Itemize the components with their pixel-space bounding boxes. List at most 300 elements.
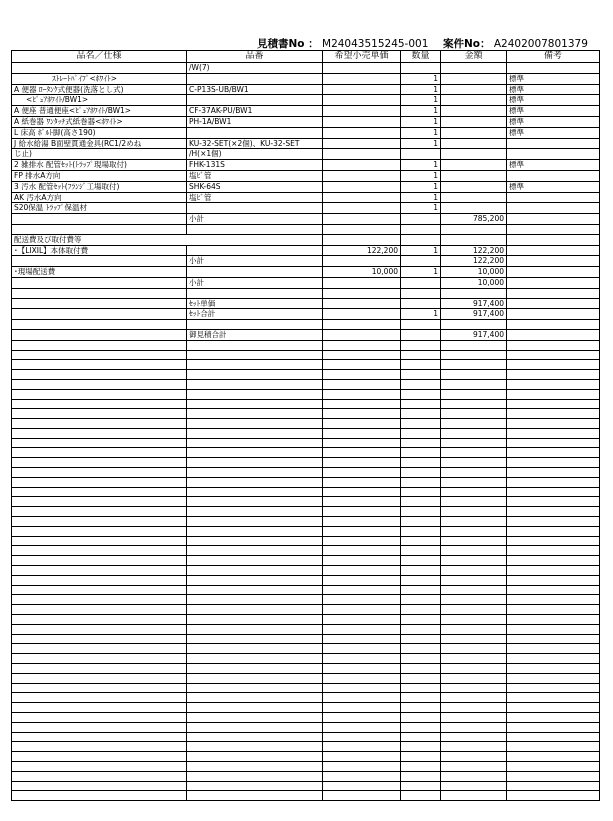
- cell-amount: [441, 203, 507, 214]
- cell-note: [507, 234, 600, 245]
- table-row: [12, 106, 600, 117]
- cell-price: [323, 673, 401, 683]
- cell-name: [12, 340, 187, 350]
- table-row-empty: [12, 575, 600, 585]
- cell-price: [323, 160, 401, 171]
- cell-name: <ﾋﾟｭｱﾎﾜｲﾄ/BW1>: [12, 95, 187, 106]
- table-row: [12, 234, 600, 245]
- cell-amount: [441, 487, 507, 497]
- estimate-sheet: [11, 50, 599, 795]
- cell-amount: [441, 654, 507, 664]
- cell-price: [323, 654, 401, 664]
- cell-note: [507, 526, 600, 536]
- table-row: [12, 267, 600, 278]
- cell-note: [507, 409, 600, 419]
- cell-amount: [441, 181, 507, 192]
- cell-price: [323, 536, 401, 546]
- cell-note: 標準: [507, 127, 600, 138]
- cell-name: [12, 277, 187, 288]
- cell-price: [323, 256, 401, 267]
- estimate-number-value: M24043515245-001: [322, 38, 429, 50]
- cell-name: [12, 399, 187, 409]
- cell-note: [507, 507, 600, 517]
- table-row: [12, 84, 600, 95]
- cell-name: [12, 585, 187, 595]
- cell-qty: 1: [401, 203, 441, 214]
- cell-note: [507, 203, 600, 214]
- col-header-note: 備考: [507, 51, 600, 63]
- cell-qty: 1: [401, 116, 441, 127]
- cell-amount: [441, 224, 507, 234]
- cell-amount: [441, 138, 507, 149]
- cell-qty: [401, 277, 441, 288]
- cell-amount: [441, 320, 507, 330]
- cell-qty: [401, 63, 441, 74]
- cell-amount: [441, 791, 507, 801]
- cell-qty: [401, 575, 441, 585]
- cell-amount: [441, 536, 507, 546]
- cell-price: [323, 370, 401, 380]
- table-row-empty: [12, 556, 600, 566]
- case-number-label: 案件No：: [443, 38, 491, 50]
- col-header-price: 希望小売単価: [323, 51, 401, 63]
- cell-price: [323, 409, 401, 419]
- cell-price: [323, 595, 401, 605]
- cell-name: FP 排水A方向: [12, 170, 187, 181]
- cell-price: [323, 507, 401, 517]
- cell-note: [507, 214, 600, 225]
- cell-amount: [441, 713, 507, 723]
- cell-qty: 1: [401, 138, 441, 149]
- cell-note: [507, 298, 600, 309]
- cell-note: [507, 546, 600, 556]
- table-row-empty: [12, 771, 600, 781]
- cell-amount: [441, 771, 507, 781]
- cell-code: [187, 360, 323, 370]
- cell-amount: [441, 595, 507, 605]
- cell-price: [323, 556, 401, 566]
- table-row: [12, 203, 600, 214]
- table-row: [12, 73, 600, 84]
- cell-note: [507, 267, 600, 278]
- cell-name: ･【LIXIL】本体取付費: [12, 245, 187, 256]
- cell-price: [323, 771, 401, 781]
- table-row-empty: [12, 742, 600, 752]
- cell-code: [187, 267, 323, 278]
- cell-amount: 122,200: [441, 256, 507, 267]
- cell-name: [12, 703, 187, 713]
- cell-qty: [401, 644, 441, 654]
- cell-name: A 便座 普通便座<ﾋﾟｭｱﾎﾜｲﾄ/BW1>: [12, 106, 187, 117]
- cell-qty: [401, 370, 441, 380]
- cell-qty: [401, 536, 441, 546]
- cell-name: L 床高 ﾎﾞﾙﾄ脚(高さ190): [12, 127, 187, 138]
- cell-code: [187, 536, 323, 546]
- cell-price: [323, 214, 401, 225]
- cell-note: [507, 693, 600, 703]
- cell-code: [187, 350, 323, 360]
- cell-qty: [401, 298, 441, 309]
- cell-qty: [401, 507, 441, 517]
- cell-code: [187, 458, 323, 468]
- estimate-table: [11, 50, 600, 801]
- cell-qty: [401, 556, 441, 566]
- cell-qty: [401, 654, 441, 664]
- cell-code: [187, 791, 323, 801]
- cell-qty: 1: [401, 95, 441, 106]
- cell-code: [187, 73, 323, 84]
- cell-amount: [441, 170, 507, 181]
- table-row: [12, 277, 600, 288]
- cell-code: [187, 781, 323, 791]
- cell-qty: [401, 585, 441, 595]
- cell-note: [507, 138, 600, 149]
- cell-code: [187, 703, 323, 713]
- cell-price: [323, 781, 401, 791]
- cell-price: [323, 288, 401, 298]
- table-row-empty: [12, 703, 600, 713]
- estimate-number-label: 見積書No ：: [257, 38, 319, 50]
- cell-qty: [401, 761, 441, 771]
- cell-price: [323, 722, 401, 732]
- cell-amount: 917,400: [441, 298, 507, 309]
- cell-price: [323, 644, 401, 654]
- cell-qty: 1: [401, 127, 441, 138]
- cell-amount: [441, 448, 507, 458]
- cell-amount: 785,200: [441, 214, 507, 225]
- cell-note: 標準: [507, 160, 600, 171]
- cell-qty: 1: [401, 181, 441, 192]
- table-row-empty: [12, 370, 600, 380]
- cell-note: [507, 277, 600, 288]
- cell-qty: [401, 566, 441, 576]
- cell-price: [323, 624, 401, 634]
- cell-qty: 1: [401, 84, 441, 95]
- cell-qty: [401, 634, 441, 644]
- cell-name: [12, 791, 187, 801]
- cell-amount: [441, 683, 507, 693]
- cell-qty: [401, 448, 441, 458]
- cell-name: 2 雑排水 配管ｾｯﾄ(ﾄﾗｯﾌﾟ現場取付): [12, 160, 187, 171]
- cell-qty: 1: [401, 160, 441, 171]
- cell-name: [12, 458, 187, 468]
- cell-amount: [441, 340, 507, 350]
- cell-note: 標準: [507, 106, 600, 117]
- cell-price: [323, 575, 401, 585]
- cell-name: じ止): [12, 149, 187, 160]
- cell-price: [323, 791, 401, 801]
- cell-note: [507, 309, 600, 320]
- cell-note: 標準: [507, 95, 600, 106]
- cell-price: [323, 340, 401, 350]
- table-row: [12, 170, 600, 181]
- cell-note: 標準: [507, 181, 600, 192]
- cell-code: [187, 575, 323, 585]
- table-row-empty: [12, 507, 600, 517]
- cell-qty: [401, 409, 441, 419]
- cell-qty: [401, 664, 441, 674]
- table-row: [12, 329, 600, 340]
- cell-note: [507, 781, 600, 791]
- cell-name: [12, 370, 187, 380]
- cell-price: [323, 63, 401, 74]
- cell-name: [12, 752, 187, 762]
- cell-price: 122,200: [323, 245, 401, 256]
- cell-note: [507, 389, 600, 399]
- cell-amount: [441, 742, 507, 752]
- table-row-empty: [12, 399, 600, 409]
- cell-qty: 1: [401, 245, 441, 256]
- cell-qty: [401, 389, 441, 399]
- cell-note: [507, 192, 600, 203]
- cell-code: 小計: [187, 256, 323, 267]
- cell-note: [507, 428, 600, 438]
- cell-qty: [401, 595, 441, 605]
- table-row-empty: [12, 673, 600, 683]
- cell-code: [187, 320, 323, 330]
- cell-qty: [401, 224, 441, 234]
- cell-amount: [441, 116, 507, 127]
- cell-code: [187, 487, 323, 497]
- cell-note: [507, 487, 600, 497]
- cell-name: [12, 224, 187, 234]
- cell-note: [507, 732, 600, 742]
- cell-code: [187, 595, 323, 605]
- cell-code: [187, 409, 323, 419]
- cell-name: [12, 526, 187, 536]
- cell-name: [12, 595, 187, 605]
- table-row-empty: [12, 791, 600, 801]
- cell-note: [507, 399, 600, 409]
- cell-qty: [401, 468, 441, 478]
- cell-price: [323, 170, 401, 181]
- cell-name: [12, 350, 187, 360]
- cell-code: ｾｯﾄ単価: [187, 298, 323, 309]
- cell-price: [323, 468, 401, 478]
- table-row-empty: [12, 458, 600, 468]
- cell-note: [507, 438, 600, 448]
- cell-price: [323, 95, 401, 106]
- table-row-empty: [12, 526, 600, 536]
- cell-amount: [441, 644, 507, 654]
- cell-qty: 1: [401, 73, 441, 84]
- table-row: [12, 138, 600, 149]
- cell-name: [12, 63, 187, 74]
- cell-qty: [401, 615, 441, 625]
- cell-price: [323, 761, 401, 771]
- cell-qty: [401, 605, 441, 615]
- cell-amount: [441, 575, 507, 585]
- cell-code: [187, 399, 323, 409]
- cell-qty: [401, 329, 441, 340]
- cell-code: [187, 566, 323, 576]
- table-row-empty: [12, 487, 600, 497]
- cell-code: [187, 644, 323, 654]
- cell-code: 小計: [187, 214, 323, 225]
- cell-amount: [441, 234, 507, 245]
- cell-name: [12, 575, 187, 585]
- cell-note: [507, 654, 600, 664]
- cell-name: [12, 329, 187, 340]
- cell-amount: [441, 477, 507, 487]
- table-row-empty: [12, 683, 600, 693]
- cell-note: [507, 673, 600, 683]
- table-row: [12, 127, 600, 138]
- cell-code: [187, 683, 323, 693]
- cell-name: [12, 419, 187, 429]
- cell-amount: [441, 634, 507, 644]
- cell-amount: 10,000: [441, 277, 507, 288]
- cell-amount: [441, 399, 507, 409]
- cell-code: [187, 224, 323, 234]
- table-row-empty: [12, 340, 600, 350]
- cell-price: [323, 517, 401, 527]
- cell-amount: [441, 566, 507, 576]
- cell-amount: [441, 370, 507, 380]
- cell-name: [12, 428, 187, 438]
- cell-amount: [441, 458, 507, 468]
- cell-amount: [441, 379, 507, 389]
- cell-code: 塩ﾋﾞ管: [187, 170, 323, 181]
- cell-price: [323, 181, 401, 192]
- cell-amount: [441, 95, 507, 106]
- cell-code: [187, 468, 323, 478]
- cell-name: [12, 605, 187, 615]
- cell-amount: [441, 526, 507, 536]
- table-row: [12, 288, 600, 298]
- cell-price: [323, 138, 401, 149]
- cell-note: 標準: [507, 84, 600, 95]
- cell-price: [323, 448, 401, 458]
- cell-name: [12, 634, 187, 644]
- table-row: [12, 320, 600, 330]
- cell-qty: [401, 438, 441, 448]
- cell-price: [323, 487, 401, 497]
- table-row-empty: [12, 379, 600, 389]
- table-row-empty: [12, 438, 600, 448]
- table-row-empty: [12, 389, 600, 399]
- cell-price: [323, 526, 401, 536]
- table-row-empty: [12, 585, 600, 595]
- cell-name: [12, 536, 187, 546]
- cell-price: [323, 73, 401, 84]
- cell-amount: 917,400: [441, 329, 507, 340]
- cell-price: [323, 234, 401, 245]
- cell-qty: [401, 752, 441, 762]
- cell-note: [507, 419, 600, 429]
- cell-amount: [441, 419, 507, 429]
- cell-amount: [441, 389, 507, 399]
- cell-note: 標準: [507, 73, 600, 84]
- cell-note: [507, 288, 600, 298]
- cell-amount: [441, 84, 507, 95]
- cell-note: [507, 256, 600, 267]
- cell-qty: [401, 360, 441, 370]
- cell-code: [187, 546, 323, 556]
- cell-qty: [401, 256, 441, 267]
- table-row: [12, 116, 600, 127]
- cell-name: [12, 556, 187, 566]
- cell-amount: [441, 73, 507, 84]
- cell-note: [507, 536, 600, 546]
- cell-name: [12, 654, 187, 664]
- cell-name: S20保温 ﾄﾗｯﾌﾟ保温材: [12, 203, 187, 214]
- cell-price: [323, 379, 401, 389]
- cell-price: [323, 693, 401, 703]
- cell-code: [187, 742, 323, 752]
- cell-name: [12, 309, 187, 320]
- cell-note: [507, 224, 600, 234]
- cell-price: [323, 566, 401, 576]
- cell-name: [12, 487, 187, 497]
- cell-price: [323, 298, 401, 309]
- cell-price: [323, 428, 401, 438]
- cell-amount: [441, 761, 507, 771]
- cell-code: [187, 693, 323, 703]
- cell-name: [12, 389, 187, 399]
- cell-name: [12, 477, 187, 487]
- cell-name: [12, 683, 187, 693]
- cell-code: 小計: [187, 277, 323, 288]
- cell-code: [187, 477, 323, 487]
- cell-amount: [441, 693, 507, 703]
- cell-note: [507, 517, 600, 527]
- cell-qty: [401, 742, 441, 752]
- cell-code: [187, 448, 323, 458]
- table-row-empty: [12, 605, 600, 615]
- cell-note: [507, 791, 600, 801]
- cell-name: 3 汚水 配管ｾｯﾄ(ﾌﾗﾝｼﾞ工場取付): [12, 181, 187, 192]
- cell-price: [323, 389, 401, 399]
- table-row: [12, 95, 600, 106]
- cell-note: [507, 170, 600, 181]
- cell-amount: [441, 438, 507, 448]
- cell-amount: [441, 507, 507, 517]
- cell-qty: [401, 624, 441, 634]
- cell-amount: [441, 624, 507, 634]
- cell-qty: [401, 458, 441, 468]
- cell-code: [187, 497, 323, 507]
- table-row-empty: [12, 752, 600, 762]
- cell-qty: [401, 350, 441, 360]
- cell-qty: [401, 703, 441, 713]
- cell-name: [12, 517, 187, 527]
- cell-name: ｽﾄﾚｰﾄﾊﾟｲﾌﾟ<ﾎﾜｲﾄ>: [12, 73, 187, 84]
- cell-price: [323, 320, 401, 330]
- cell-note: [507, 703, 600, 713]
- cell-code: [187, 722, 323, 732]
- cell-code: [187, 752, 323, 762]
- table-row-empty: [12, 536, 600, 546]
- cell-price: [323, 127, 401, 138]
- cell-code: SHK-64S: [187, 181, 323, 192]
- cell-name: A 便器 ﾛｰﾀﾝｸ式便器(洗落とし式): [12, 84, 187, 95]
- table-row: [12, 214, 600, 225]
- table-row: [12, 298, 600, 309]
- cell-price: [323, 615, 401, 625]
- cell-price: [323, 703, 401, 713]
- cell-qty: [401, 791, 441, 801]
- table-row-empty: [12, 732, 600, 742]
- cell-code: [187, 288, 323, 298]
- cell-code: [187, 203, 323, 214]
- cell-code: [187, 624, 323, 634]
- cell-name: [12, 468, 187, 478]
- cell-code: [187, 605, 323, 615]
- cell-code: [187, 615, 323, 625]
- cell-price: [323, 192, 401, 203]
- table-row: [12, 160, 600, 171]
